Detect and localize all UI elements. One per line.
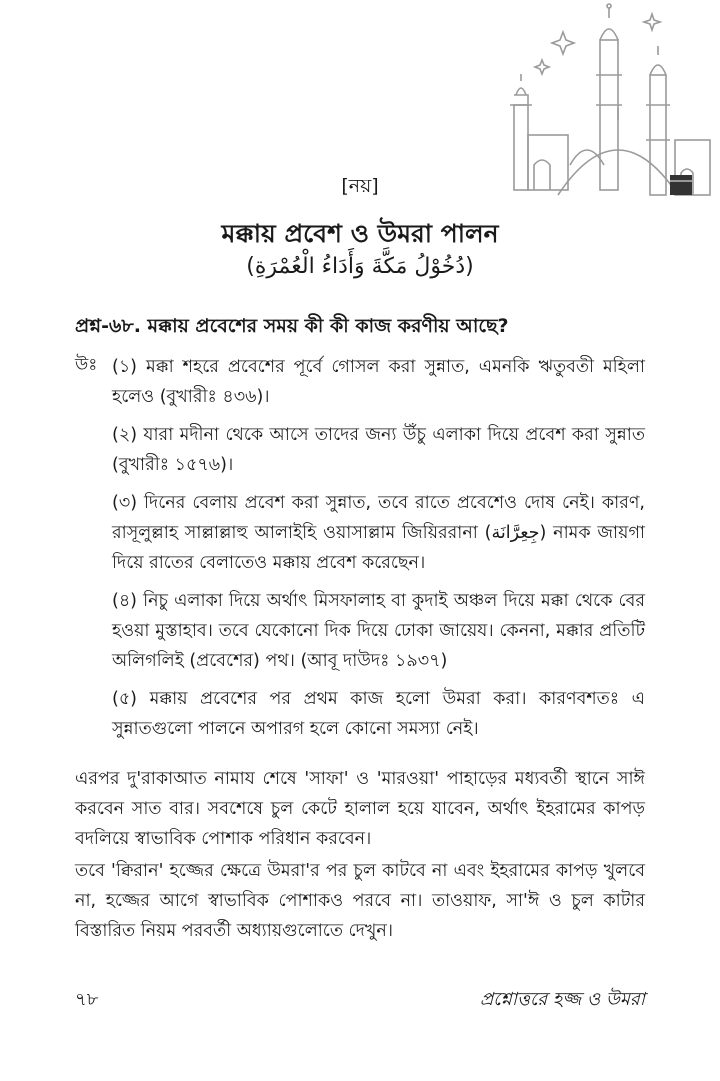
answer-label: উঃ: [75, 355, 98, 375]
body-paragraph: তবে 'ক্বিরান' হজ্জের ক্ষেত্রে উমরা'র পর চুল কাটবে না এবং ইহরামের কাপড় খুলবে না, হজ্জের আগে স্বাভাবিক পোশাকও পরবে না। তাওয়াফ, সা'ঈ ও চুল কাটার বিস্তারিত নিয়ম পরবর্তী অধ্যায়গুলোতে দেখুন।: [75, 861, 645, 941]
chapter-arabic-title: (دُخُوْلُ مَكَّةَ وَأَدَاءُ الْعُمْرَةِ): [246, 254, 474, 279]
chapter-title: মক্কায় প্রবেশ ও উমরা পালন: [221, 219, 499, 248]
answer-item: (২) যারা মদীনা থেকে আসে তাদের জন্য উঁচু এলাকা দিয়ে প্রবেশ করা সুন্নাত (বুখারীঃ ১৫৭৬)।: [112, 425, 645, 475]
answer-item: (৫) মক্কায় প্রবেশের পর প্রথম কাজ হলো উমরা করা। কারণবশতঃ এ সুন্নাতগুলো পালনে অপারগ হলে কোনো সমস্যা নেই।: [112, 689, 645, 739]
page-number: ৭৮: [75, 989, 99, 1010]
book-title-footer: প্রশ্নোত্তরে হজ্জ ও উমরা: [479, 989, 645, 1010]
answer-item: (৪) নিচু এলাকা দিয়ে অর্থাৎ মিসফালাহ বা কুদাই অঞ্চল দিয়ে মক্কা থেকে বের হওয়া মুস্তাহাব। তবে যেকোনো দিক দিয়ে ঢোকা জায়েয। কেননা, মক্কার প্রতিটি অলিগলিই (প্রবেশের) পথ। (আবূ দাউদঃ ১৯৩৭): [112, 591, 645, 671]
answer-list: [112, 352, 645, 752]
body-paragraph: এরপর দু'রাকাআত নামায শেষে 'সাফা' ও 'মারওয়া' পাহাড়ের মধ্যবর্তী স্থানে সাঈ করবেন সাত বার। সবশেষে চুল কেটে হালাল হয়ে যাবেন, অর্থাৎ ইহরামের কাপড় বদলিয়ে স্বাভাবিক পোশাক পরিধান করবেন।: [75, 769, 645, 849]
answer-item: (৩) দিনের বেলায় প্রবেশ করা সুন্নাত, তবে রাতে প্রবেশেও দোষ নেই। কারণ, রাসূলুল্লাহ সাল্লাল্লাহু আলাইহি ওয়াসাল্লাম জিয়িররানা (جِعِرَّانَة) নামক জায়গা দিয়ে রাতের বেলাতেও মক্কায় প্রবেশ করেছেন।: [112, 493, 645, 573]
question-heading: প্রশ্ন-৬৮. মক্কায় প্রবেশের সময় কী কী কাজ করণীয় আছে?: [75, 315, 509, 337]
chapter-number: [নয়]: [341, 175, 379, 197]
answer-item: (১) মক্কা শহরে প্রবেশের পূর্বে গোসল করা সুন্নাত, এমনকি ঋতুবতী মহিলা হলেও (বুখারীঃ ৪৩৬)।: [112, 357, 645, 407]
